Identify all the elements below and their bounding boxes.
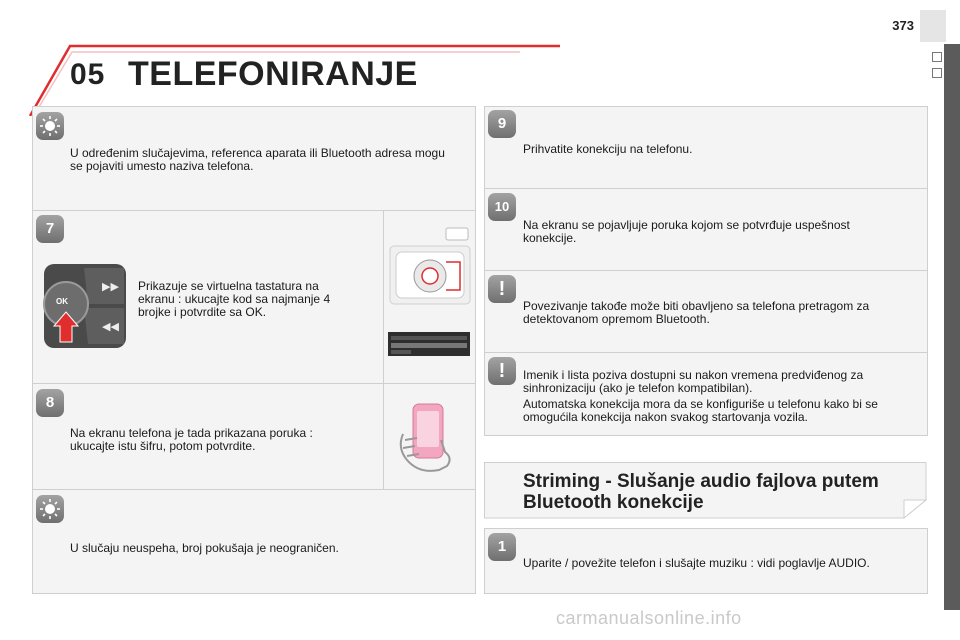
warning-text-autoconnect: Automatska konekcija mora da se konfiguriše u telefonu kako bi se omogućila konekcija nakon svakog startovanja vozila.: [523, 397, 878, 424]
step-10-text: Na ekranu se pojavljuje poruka kojom se potvrđuje uspešnost konekcije.: [523, 218, 850, 245]
page-marker: [932, 68, 942, 78]
divider: [32, 383, 476, 384]
step-9-text: Prihvatite konekciju na telefonu.: [523, 142, 693, 156]
chapter-title: TELEFONIRANJE: [128, 55, 418, 93]
info-text-retry: U slučaju neuspeha, broj pokušaja je neograničen.: [70, 541, 339, 555]
streaming-title: Striming - Slušanje audio fajlova putem Bluetooth konekcije: [523, 471, 879, 513]
ok-button-label: OK: [56, 297, 68, 306]
step-7-text: Prikazuje se virtuelna tastatura na ekranu : ukucajte kod sa najmanje 4 brojke i potvrdite sa OK.: [138, 279, 331, 319]
divider: [484, 352, 928, 353]
info-bulb-icon: [36, 112, 64, 140]
virtual-keyboard-screen-illustration: [388, 332, 470, 356]
ok-control-illustration: [36, 262, 128, 350]
step-1-badge: 1: [488, 533, 516, 561]
svg-text:▶▶: ▶▶: [102, 281, 119, 293]
step-10-badge: 10: [488, 193, 516, 221]
svg-text:◀◀: ◀◀: [102, 321, 119, 333]
divider: [32, 489, 476, 490]
page-number: 373: [892, 18, 914, 33]
divider: [383, 210, 384, 489]
page-tab: [920, 10, 946, 42]
page-marker: [932, 52, 942, 62]
warning-badge: !: [488, 357, 516, 385]
divider: [484, 270, 928, 271]
info-text-reference: U određenim slučajevima, referenca aparata ili Bluetooth adresa mogu se pojaviti umesto naziva telefona.: [70, 146, 445, 173]
warning-text-sync: Imenik i lista poziva dostupni su nakon vremena predviđenog za sinhronizaciju (ako je telefon kompatibilan).: [523, 368, 864, 395]
page-edge-bar: [944, 44, 960, 610]
warning-badge: !: [488, 275, 516, 303]
phone-in-hand-illustration: [395, 400, 461, 476]
step-7-badge: 7: [36, 215, 64, 243]
info-bulb-icon: [36, 495, 64, 523]
step-1-text: Uparite / povežite telefon i slušajte muziku : vidi poglavlje AUDIO.: [523, 556, 870, 570]
chapter-number: 05: [70, 58, 106, 91]
warning-text-search: Povezivanje takođe može biti obavljeno sa telefona pretragom za detektovanom opremom Bluetooth.: [523, 299, 870, 326]
dashboard-controls-illustration: [388, 222, 472, 306]
watermark: carmanualsonline.info: [556, 608, 742, 628]
divider: [484, 188, 928, 189]
divider: [32, 210, 476, 211]
step-9-badge: 9: [488, 110, 516, 138]
step-8-text: Na ekranu telefona je tada prikazana poruka : ukucajte istu šifru, potom potvrdite.: [70, 426, 313, 453]
step-8-badge: 8: [36, 389, 64, 417]
